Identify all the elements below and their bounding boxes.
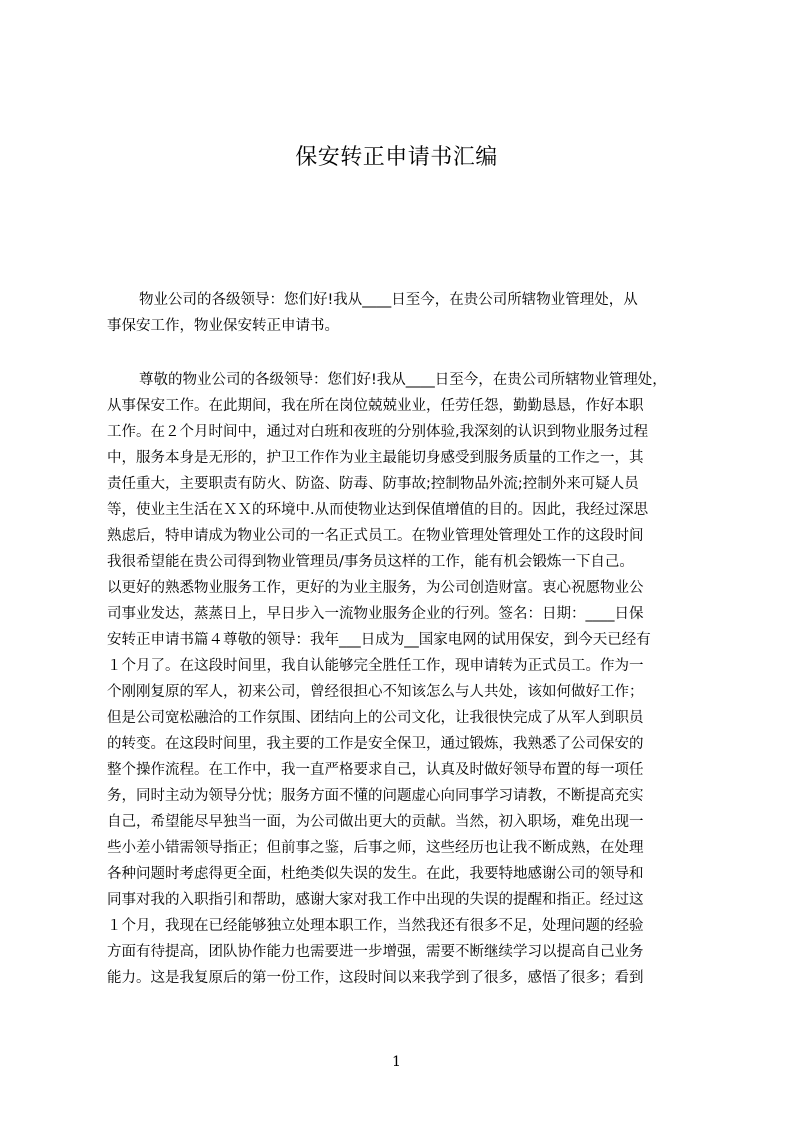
paragraph-line: 方面有待提高，团队协作能力也需要进一步增强，需要不断继续学习以提高自己业务: [107, 944, 644, 960]
paragraph-line: 熟虑后，特申请成为物业公司的一名正式员工。在物业管理处管理处工作的这段时间: [107, 528, 644, 544]
paragraph-line: 务，同时主动为领导分忧；服务方面不懂的问题虚心向同事学习请教，不断提高充实: [107, 788, 644, 804]
paragraph-line: 事保安工作，物业保安转正申请书。: [107, 318, 339, 334]
paragraph-line: 能力。这是我复原后的第一份工作，这段时间以来我学到了很多，感悟了很多；看到: [107, 970, 644, 986]
paragraph-line: 我很希望能在贵公司得到物业管理员/事务员这样的工作，能有机会锻炼一下自己。: [107, 554, 634, 570]
paragraph-line: 司事业发达，蒸蒸日上，早日步入一流物业服务企业的行列。签名：日期：____日保: [107, 606, 644, 622]
paragraph-line: 以更好的熟悉物业服务工作，更好的为业主服务，为公司创造财富。衷心祝愿物业公: [107, 580, 644, 596]
paragraph-line: 些小差小错需领导指正；但前事之鉴，后事之师，这些经历也让我不断成熟，在处理: [107, 840, 644, 856]
paragraph-line: 自己，希望能尽早独当一面，为公司做出更大的贡献。当然，初入职场，难免出现一: [107, 814, 644, 830]
paragraph-line: 个刚刚复原的军人，初来公司，曾经很担心不知该怎么与人共处，该如何做好工作；: [107, 684, 644, 700]
paragraph-line: 物业公司的各级领导：您们好!我从____日至今，在贵公司所辖物业管理处，从: [139, 292, 638, 308]
paragraph-line: 但是公司宽松融洽的工作氛围、团结向上的公司文化，让我很快完成了从军人到职员: [107, 710, 644, 726]
paragraph-line: 各种问题时考虑得更全面，杜绝类似失误的发生。在此，我要特地感谢公司的领导和: [107, 866, 644, 882]
paragraph-line: 从事保安工作。在此期间，我在所在岗位兢兢业业，任劳任怨，勤勤恳恳，作好本职: [107, 398, 644, 414]
paragraph-line: 中，服务本身是无形的，护卫工作作为业主最能切身感受到服务质量的工作之一，其: [107, 450, 644, 466]
paragraph-line: １个月了。在这段时间里，我自认能够完全胜任工作，现申请转为正式员工。作为一: [107, 658, 644, 674]
paragraph-line: 整个操作流程。在工作中，我一直严格要求自己，认真及时做好领导布置的每一项任: [107, 762, 644, 778]
paragraph-line: 同事对我的入职指引和帮助，感谢大家对我工作中出现的失误的提醒和指正。经过这: [107, 892, 644, 908]
paragraph-line: 的转变。在这段时间里，我主要的工作是安全保卫，通过锻炼，我熟悉了公司保安的: [107, 736, 644, 752]
paragraph-line: 责任重大，主要职责有防火、防盗、防毒、防事故;控制物品外流;控制外来可疑人员: [107, 476, 639, 492]
paragraph-line: 尊敬的物业公司的各级领导：您们好!我从____日至今，在贵公司所辖物业管理处，: [139, 372, 667, 388]
paragraph-line: 等，使业主生活在ＸＸ的环境中.从而使物业达到保值增值的目的。因此，我经过深思: [107, 502, 649, 518]
page-number: 1: [392, 1054, 401, 1070]
paragraph-line: １个月，我现在已经能够独立处理本职工作，当然我还有很多不足，处理问题的经验: [107, 918, 644, 934]
page-title: 保安转正申请书汇编: [295, 145, 498, 170]
paragraph-line: 安转正申请书篇４尊敬的领导：我年___日成为__国家电网的试用保安，到今天已经有: [107, 632, 651, 648]
paragraph-line: 工作。在２个月时间中，通过对白班和夜班的分别体验,我深刻的认识到物业服务过程: [107, 424, 649, 440]
